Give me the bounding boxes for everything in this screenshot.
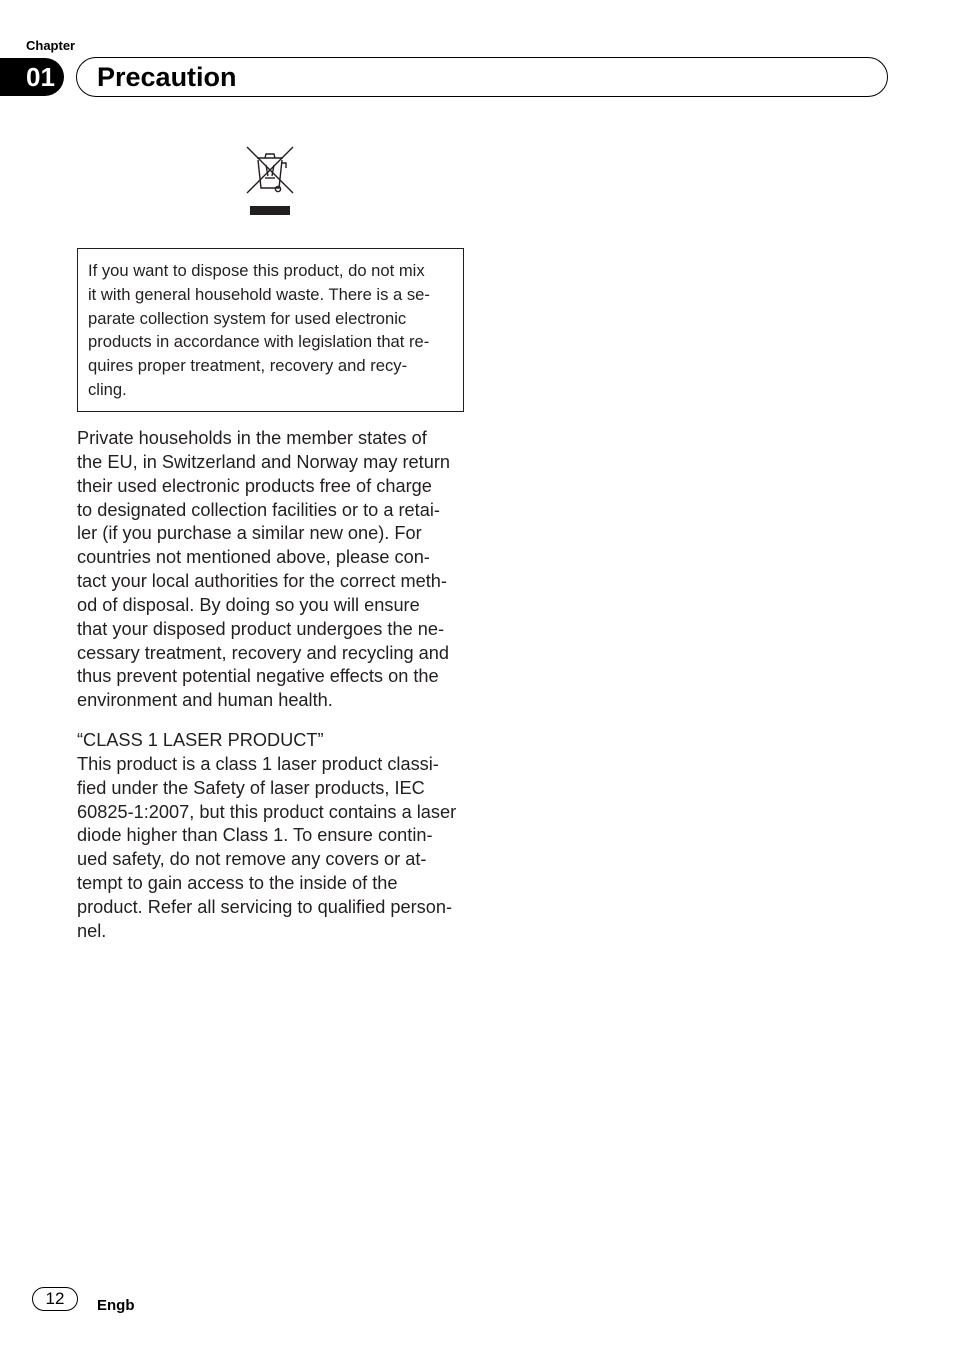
eu-disposal-paragraph — [77, 427, 467, 713]
paragraph-line: cessary treatment, recovery and recycling and — [77, 642, 450, 663]
paragraph-line: to designated collection facilities or to a retai- — [77, 499, 440, 520]
paragraph-line: od of disposal. By doing so you will ensure — [77, 594, 420, 615]
notice-line: it with general household waste. There is a se- — [88, 284, 430, 304]
language-code: Engb — [97, 1297, 135, 1314]
paragraph-line: that your disposed product undergoes the ne- — [77, 618, 445, 639]
notice-line: cling. — [88, 379, 127, 399]
notice-line: parate collection system for used electronic — [88, 308, 407, 328]
paragraph-line: nel. — [77, 920, 107, 941]
paragraph-line: ler (if you purchase a similar new one). For — [77, 523, 422, 544]
notice-line: If you want to dispose this product, do not mix — [88, 261, 425, 280]
paragraph-line: product. Refer all servicing to qualified person- — [77, 896, 453, 917]
disposal-notice-box — [77, 248, 464, 412]
laser-heading: “CLASS 1 LASER PRODUCT” — [77, 730, 324, 750]
paragraph-line: thus prevent potential negative effects on the — [77, 666, 439, 687]
page-title: Precaution — [97, 62, 237, 92]
paragraph-line: the EU, in Switzerland and Norway may return — [77, 451, 451, 472]
paragraph-line: ued safety, do not remove any covers or at- — [77, 849, 427, 870]
chapter-number-tab: 01 — [0, 58, 64, 96]
notice-line: quires proper treatment, recovery and recy- — [88, 356, 408, 376]
paragraph-line: Private households in the member states of — [77, 428, 427, 448]
paragraph-line: 60825-1:2007, but this product contains a laser — [77, 801, 457, 822]
paragraph-line: tempt to gain access to the inside of the — [77, 873, 398, 894]
paragraph-line: countries not mentioned above, please con- — [77, 547, 430, 568]
notice-line: products in accordance with legislation that re- — [88, 332, 430, 352]
paragraph-line: environment and human health. — [77, 690, 333, 711]
crossed-out-wheelie-bin-icon — [244, 144, 296, 218]
paragraph-line: diode higher than Class 1. To ensure contin- — [77, 825, 433, 846]
paragraph-line: tact your local authorities for the correct meth- — [77, 571, 447, 592]
paragraph-line: their used electronic products free of charge — [77, 475, 432, 496]
title-bar — [76, 57, 888, 97]
paragraph-line: This product is a class 1 laser product classi- — [77, 753, 439, 774]
laser-product-paragraph — [77, 729, 467, 944]
chapter-label: Chapter — [26, 38, 76, 53]
paragraph-line: fied under the Safety of laser products, IEC — [77, 777, 425, 798]
page-number-badge: 12 — [32, 1287, 78, 1311]
